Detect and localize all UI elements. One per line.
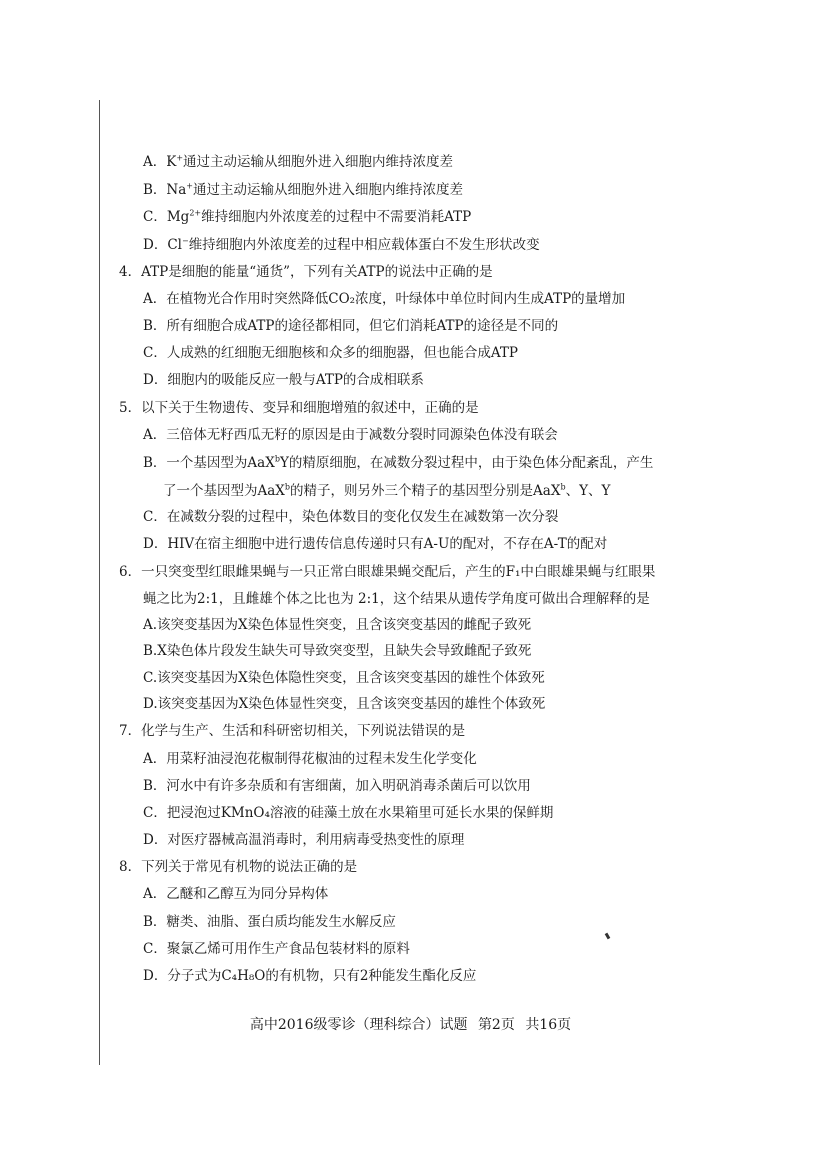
q8-option-c: C．聚氯乙烯可用作生产食品包装材料的原料 — [143, 941, 410, 957]
q4-stem: 4．ATP是细胞的能量“通货”，下列有关ATP的说法中正确的是 — [119, 264, 493, 280]
q8-stem: 8．下列关于常见有机物的说法正确的是 — [119, 859, 358, 875]
q5-option-d: D．HIV在宿主细胞中进行遗传信息传递时只有A-U的配对，不存在A-T的配对 — [143, 536, 608, 552]
q7-stem: 7．化学与生产、生活和科研密切相关，下列说法错误的是 — [119, 723, 466, 739]
q4-option-c: C．人成熟的红细胞无细胞核和众多的细胞器，但也能合成ATP — [143, 345, 518, 361]
footer-exam-title: 高中2016级零诊（理科综合）试题 — [249, 1017, 468, 1033]
q6-option-c: C.该突变基因为X染色体隐性突变，且含该突变基因的雄性个体致死 — [143, 670, 545, 686]
q6-option-b: B.X染色体片段发生缺失可导致突变型，且缺失会导致雌配子致死 — [143, 643, 532, 659]
q3-option-d: D．Cl−维持细胞内外浓度差的过程中相应载体蛋白不发生形状改变 — [143, 236, 540, 253]
q7-option-b: B．河水中有许多杂质和有害细菌，加入明矾消毒杀菌后可以饮用 — [143, 778, 531, 794]
q8-option-b: B．糖类、油脂、蛋白质均能发生水解反应 — [143, 914, 396, 930]
q7-option-d: D．对医疗器械高温消毒时，利用病毒受热变性的原理 — [143, 832, 465, 848]
q5-option-b: B．一个基因型为AaX$^b$Y的精原细胞，在减数分裂过程中，由于染色体分配紊乱，产生 — [143, 454, 654, 471]
margin-line — [99, 100, 100, 1065]
q6-option-d: D.该突变基因为X染色体显性突变，且含该突变基因的雄性个体致死 — [143, 696, 546, 712]
q7-option-c: C．把浸泡过KMnO₄溶液的硅藻土放在水果箱里可延长水果的保鲜期 — [143, 805, 554, 821]
footer-total-pages: 共16页 — [525, 1017, 572, 1033]
footer-page-number: 第2页 — [477, 1017, 515, 1033]
q5-option-a: A．三倍体无籽西瓜无籽的原因是由于减数分裂时同源染色体没有联会 — [143, 427, 558, 443]
q8-option-d: D．分子式为C₄H₈O的有机物，只有2种能发生酯化反应 — [143, 968, 477, 984]
q5-option-c: C．在减数分裂的过程中，染色体数目的变化仅发生在减数第一次分裂 — [143, 509, 559, 525]
q3-option-a: A．K+通过主动运输从细胞外进入细胞内维持浓度差 — [143, 153, 454, 170]
q6-stem-2: 蝇之比为2:1，且雌雄个体之比也为 2:1，这个结果从遗传学角度可做出合理解释的是 — [143, 591, 650, 607]
q4-option-d: D．细胞内的吸能反应一般与ATP的合成相联系 — [143, 372, 424, 388]
q8-option-a: A．乙醚和乙醇互为同分异构体 — [143, 886, 329, 902]
q4-option-a: A．在植物光合作用时突然降低CO₂浓度，叶绿体中单位时间内生成ATP的量增加 — [143, 291, 626, 307]
q6-stem-1: 6．一只突变型红眼雌果蝇与一只正常白眼雄果蝇交配后，产生的F₁中白眼雄果蝇与红眼果 — [119, 564, 656, 580]
page-footer — [0, 1014, 827, 1034]
q4-option-b: B．所有细胞合成ATP的途径都相同，但它们消耗ATP的途径是不同的 — [143, 318, 559, 334]
scan-speck — [605, 933, 611, 940]
q5-stem: 5．以下关于生物遗传、变异和细胞增殖的叙述中，正确的是 — [119, 400, 479, 416]
q3-option-b: B．Na+通过主动运输从细胞外进入细胞内维持浓度差 — [143, 181, 463, 198]
q7-option-a: A．用菜籽油浸泡花椒制得花椒油的过程未发生化学变化 — [143, 751, 477, 767]
q6-option-a: A.该突变基因为X染色体显性突变，且含该突变基因的雌配子致死 — [143, 617, 532, 633]
q3-option-c: C．$Mg^{2+}$维持细胞内外浓度差的过程中不需要消耗ATP — [143, 208, 472, 225]
q5-option-b-cont: 了一个基因型为AaX$^b$的精子，则另外三个精子的基因型分别是AaX$^b$、Y、Y — [163, 482, 611, 499]
